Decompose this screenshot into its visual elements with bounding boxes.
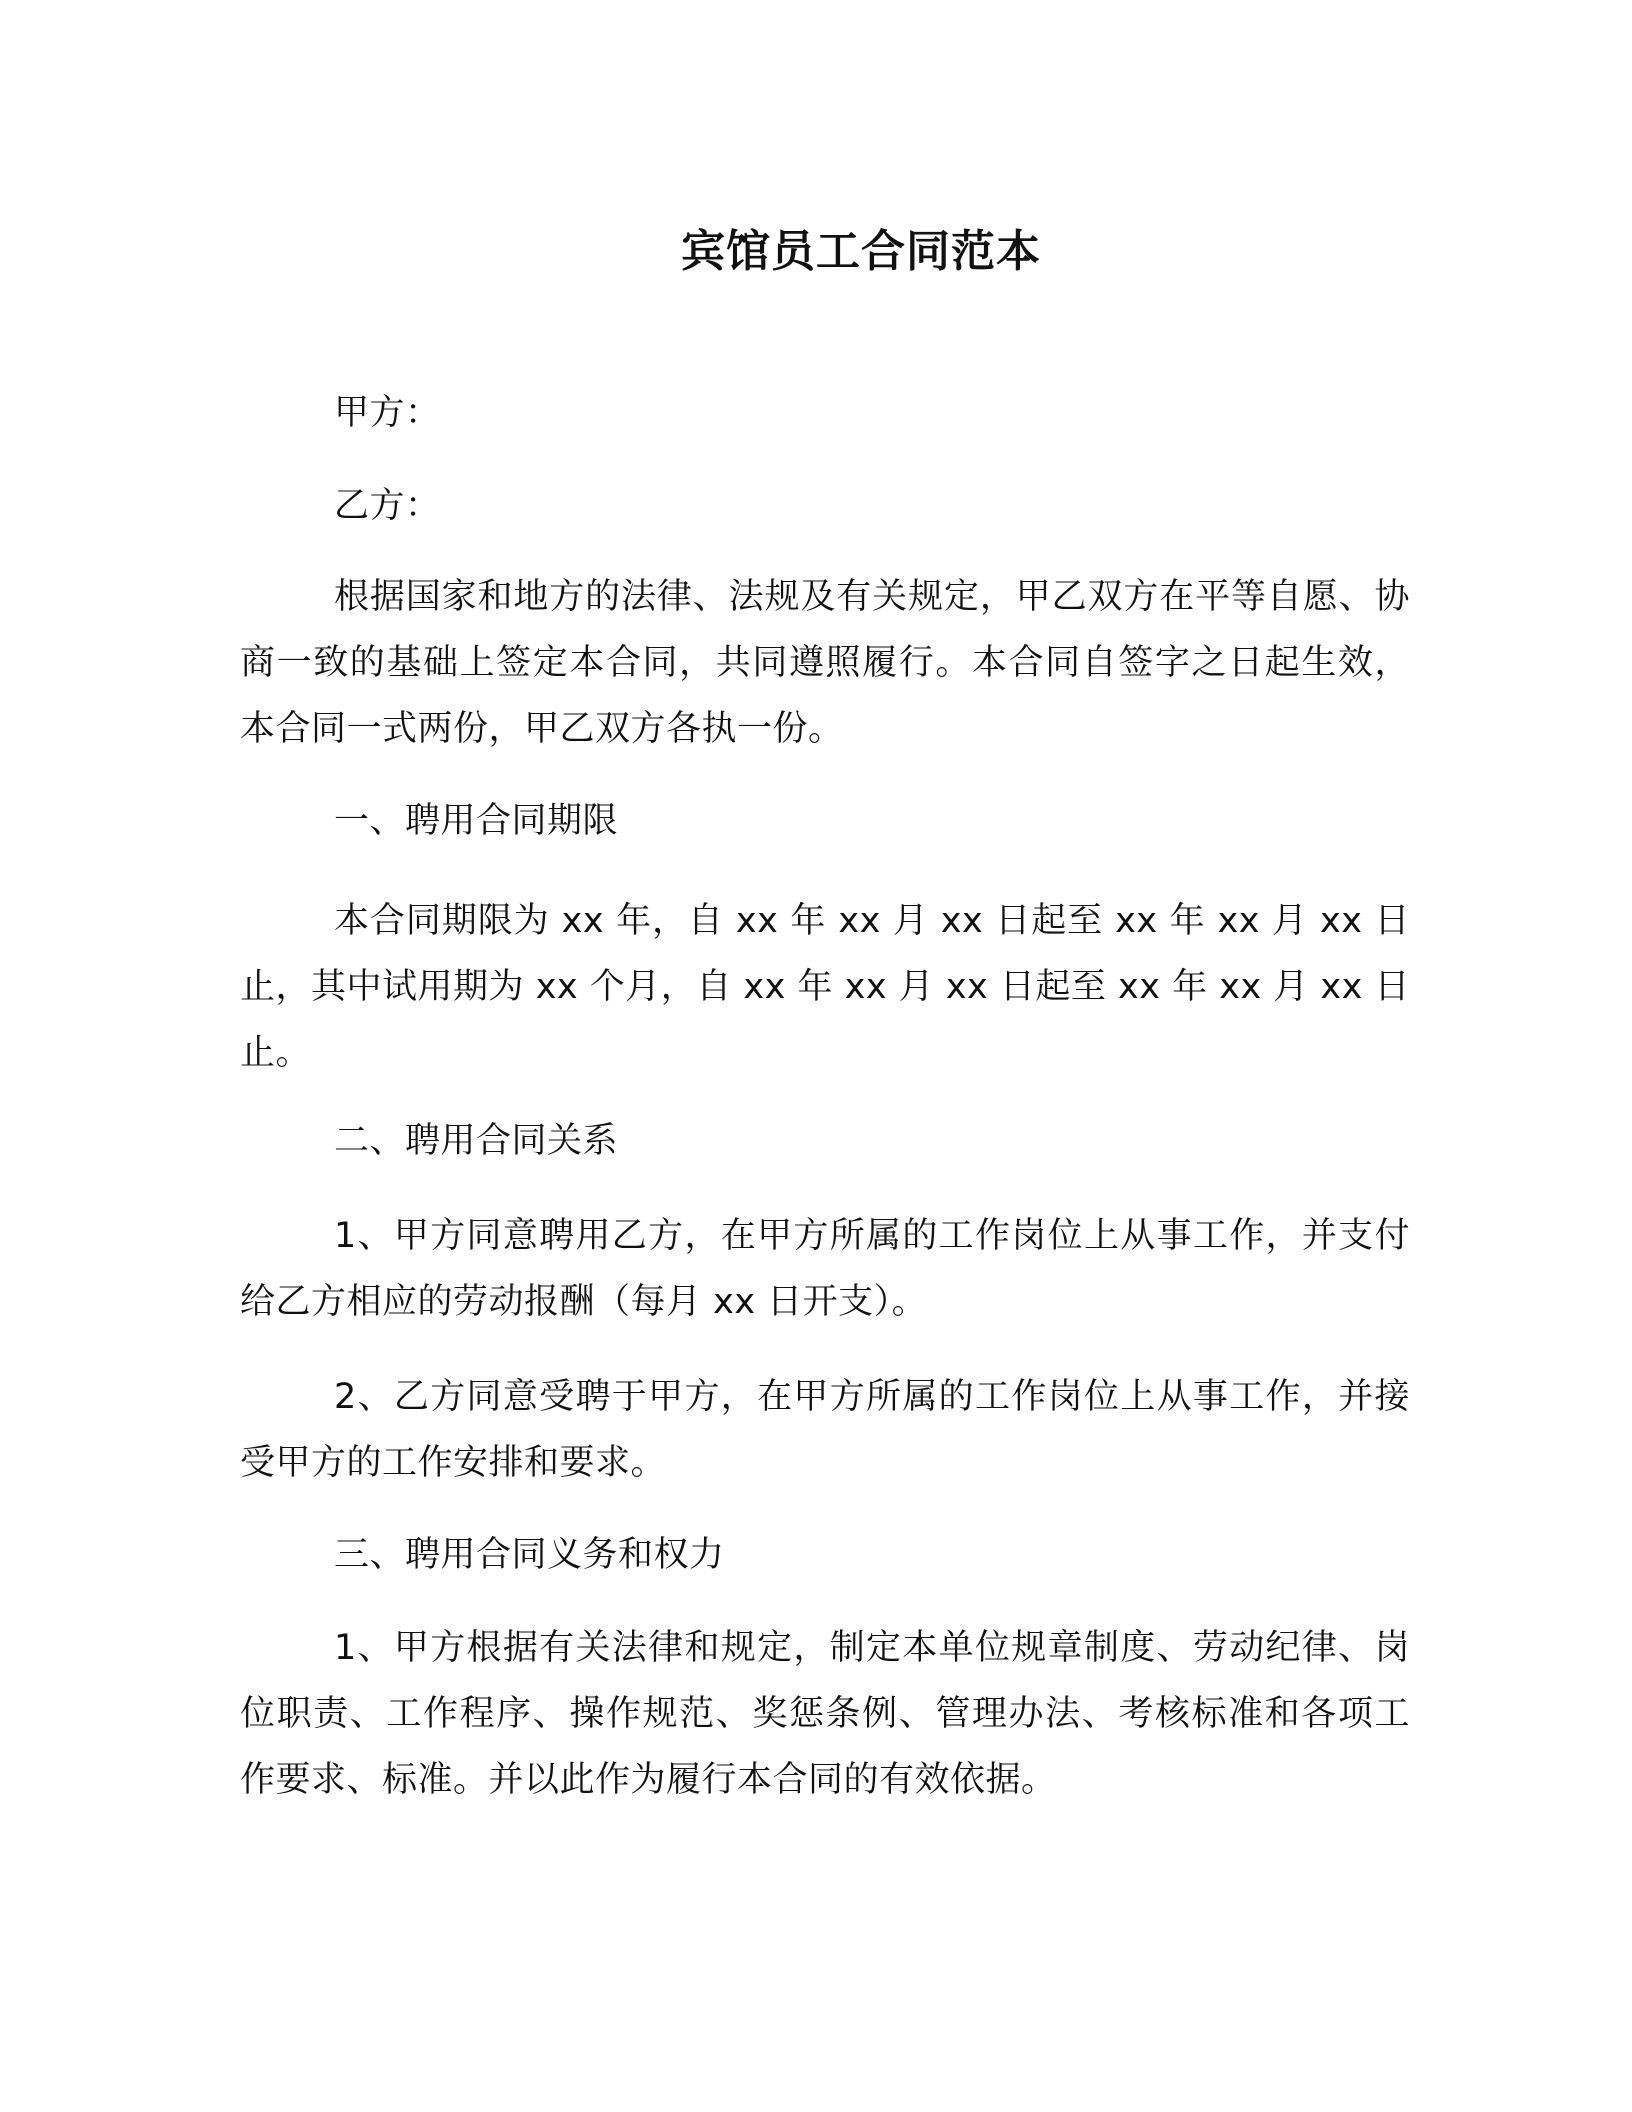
section-3-item-1: 1、甲方根据有关法律和规定，制定本单位规章制度、劳动纪律、岗位职责、工作程序、操作规范、奖惩条例、管理办法、考核标准和各项工作要求、标准。并以此作为履行本合同的有效依据。 (240, 1628, 1410, 1800)
section-2-heading: 二、聘用合同关系 (334, 1121, 619, 1161)
section-1-heading: 一、聘用合同期限 (334, 801, 619, 841)
section-2-item-2: 2、乙方同意受聘于甲方，在甲方所属的工作岗位上从事工作，并接受甲方的工作安排和要求。 (240, 1377, 1410, 1483)
party-a-line: 甲方： (334, 393, 441, 433)
section-2-item-1: 1、甲方同意聘用乙方，在甲方所属的工作岗位上从事工作，并支付给乙方相应的劳动报酬（每月 xx 日开支）。 (240, 1216, 1410, 1322)
intro-paragraph: 根据国家和地方的法律、法规及有关规定，甲乙双方在平等自愿、协商一致的基础上签定本合同，共同遵照履行。本合同自签字之日起生效，本合同一式两份，甲乙双方各执一份。 (240, 577, 1410, 749)
party-b-line: 乙方： (334, 486, 441, 526)
section-3-heading: 三、聘用合同义务和权力 (334, 1535, 725, 1575)
document-title: 宾馆员工合同范本 (681, 226, 1041, 277)
section-1-body: 本合同期限为 xx 年，自 xx 年 xx 月 xx 日起至 xx 年 xx 月 xx 日止，其中试用期为 xx 个月，自 xx 年 xx 月 xx 日起至 xx 年 xx 月 xx 日止。 (240, 901, 1410, 1073)
